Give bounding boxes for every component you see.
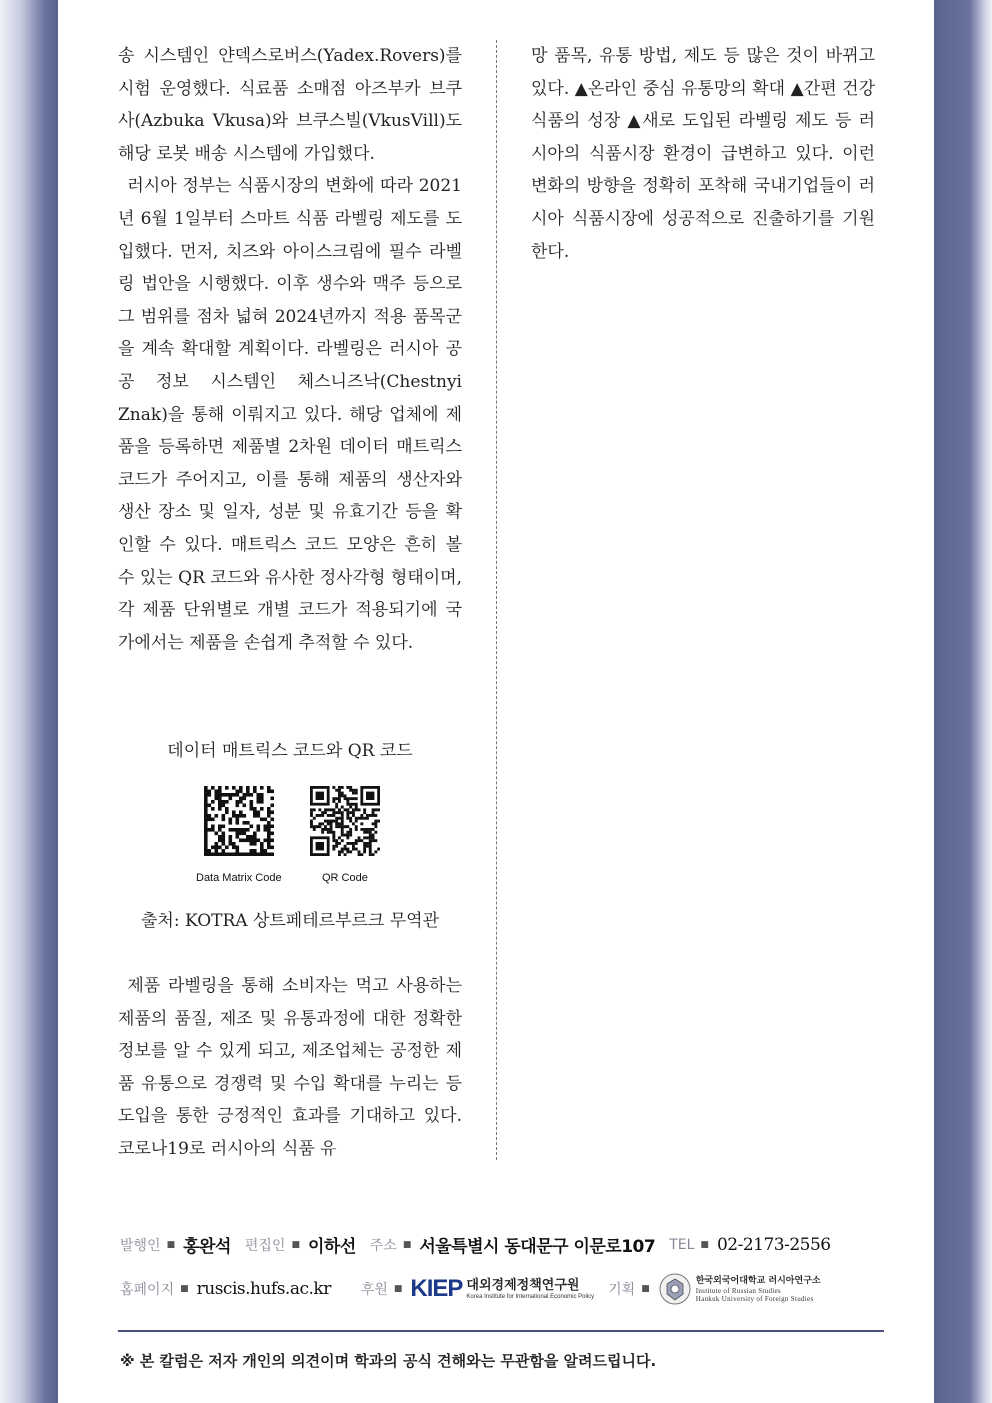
- bullet-icon: ■: [402, 1239, 412, 1250]
- left-decorative-band: [0, 0, 58, 1403]
- publisher-name: 홍완석: [183, 1237, 231, 1257]
- footer-rule: [118, 1330, 884, 1332]
- data-matrix-label: Data Matrix Code: [196, 872, 282, 884]
- right-decorative-band: [934, 0, 992, 1403]
- editor-name: 이하선: [307, 1237, 356, 1257]
- kiep-logo-mark: KIEP: [410, 1275, 463, 1302]
- figure-source: 출처: KOTRA 상트페테르부르크 무역관: [140, 911, 440, 931]
- publisher-label: 발행인: [120, 1237, 161, 1254]
- column-divider: [496, 40, 497, 1160]
- tel-value: 02-2173-2556: [716, 1234, 831, 1255]
- left-paragraph-3: 제품 라벨링을 통해 소비자는 먹고 사용하는 제품의 품질, 제조 및 유통과정에 대한 정확한 정보를 알 수 있게 되고, 제조업체는 공정한 제품 유통으로 경쟁력 및 수입 확대를 누리는 등 도입을 통한 긍정적인 효과를 기대하고 있다. 코로나19로 러시아의 식품 유: [118, 976, 462, 1159]
- figure-caption: 데이터 매트릭스 코드와 QR 코드: [167, 741, 413, 761]
- bullet-icon: ■: [393, 1284, 403, 1294]
- bullet-icon: ■: [166, 1239, 176, 1250]
- left-paragraph-2: 러시아 정부는 식품시장의 변화에 따라 2021년 6월 1일부터 스마트 식품 라벨링 제도를 도입했다. 먼저, 치즈와 아이스크림에 필수 라벨링 법안을 시행했다. 이후 생수와 맥주 등으로 그 범위를 점차 넓혀 2024년까지 적용 품목군을 계속 확대할 계획이다. 라벨링은 러시아 공공 정보 시스템인 체스니즈낙(Chestnyi Znak)을 통해 이뤄지고 있다. 해당 업체에 제품을 등록하면 제품별 2차원 데이터 매트릭스 코드가 주어지고, 이를 통해 제품의 생산자와 생산 장소 및 일자, 성분 및 유효기간 등을 확인할 수 있다. 매트릭스 코드 모양은 흔히 볼 수 있는 QR 코드와 유사한 정사각형 형태이며, 각 제품 단위별로 개별 코드가 적용되기에 국가에서는 제품을 손쉽게 추적할 수 있다.: [118, 176, 462, 653]
- hufs-emblem-icon: [658, 1272, 692, 1306]
- left-column-continued: [118, 970, 462, 1166]
- kiep-logo: [410, 1275, 594, 1303]
- bullet-icon: ■: [641, 1284, 650, 1294]
- institute-korean-name: 한국외국어대학교 러시아연구소: [695, 1276, 821, 1286]
- footer-info-row-1: [120, 1232, 831, 1257]
- homepage-label: 홈페이지: [120, 1282, 175, 1298]
- left-paragraph-1: 송 시스템인 얀덱스로버스(Yadex.Rovers)를 시험 운영했다. 식료품 소매점 아즈부카 브쿠사(Azbuka Vkusa)와 브쿠스빌(VkusVill)도 해당 로봇 배송 시스템에 가입했다.: [118, 46, 462, 164]
- qr-code-image: [310, 786, 380, 860]
- tel-label: TEL: [669, 1236, 695, 1253]
- qr-code-label: QR Code: [322, 872, 368, 884]
- data-matrix-code-image: [204, 786, 274, 860]
- bullet-icon: ■: [700, 1239, 709, 1250]
- institute-english-name-1: Institute of Russian Studies: [695, 1287, 781, 1295]
- hufs-institute-logo: [658, 1272, 821, 1306]
- right-column: [531, 40, 875, 268]
- disclaimer: ※ 본 칼럼은 저자 개인의 의견이며 학과의 공식 견해와는 무관함을 알려드립니다.: [120, 1352, 657, 1370]
- kiep-english-name: Korea Institute for International Economic Policy: [466, 1293, 595, 1300]
- institute-english-name-2: Hankuk University of Foreign Studies: [695, 1295, 814, 1303]
- editor-label: 편집인: [244, 1237, 286, 1254]
- address-value: 서울특별시 동대문구 이문로107: [419, 1237, 656, 1257]
- right-paragraph-1: 망 품목, 유통 방법, 제도 등 많은 것이 바뀌고 있다. ▲온라인 중심 유통망의 확대 ▲간편 건강식품의 성장 ▲새로 도입된 라벨링 제도 등 러시아의 식품시장 환경이 급변하고 있다. 이런 변화의 방향을 정확히 포착해 국내기업들이 러시아 식품시장에 성공적으로 진출하기를 기원한다.: [531, 46, 875, 262]
- bullet-icon: ■: [180, 1284, 189, 1294]
- left-column: [118, 40, 462, 659]
- bullet-icon: ■: [291, 1239, 300, 1250]
- footer-info-row-2: [120, 1272, 821, 1306]
- planning-label: 기획: [608, 1282, 636, 1298]
- kiep-korean-name: 대외경제정책연구원: [466, 1277, 580, 1293]
- address-label: 주소: [369, 1237, 397, 1254]
- sponsor-label: 후원: [360, 1282, 388, 1298]
- homepage-link[interactable]: ruscis.hufs.ac.kr: [196, 1279, 331, 1299]
